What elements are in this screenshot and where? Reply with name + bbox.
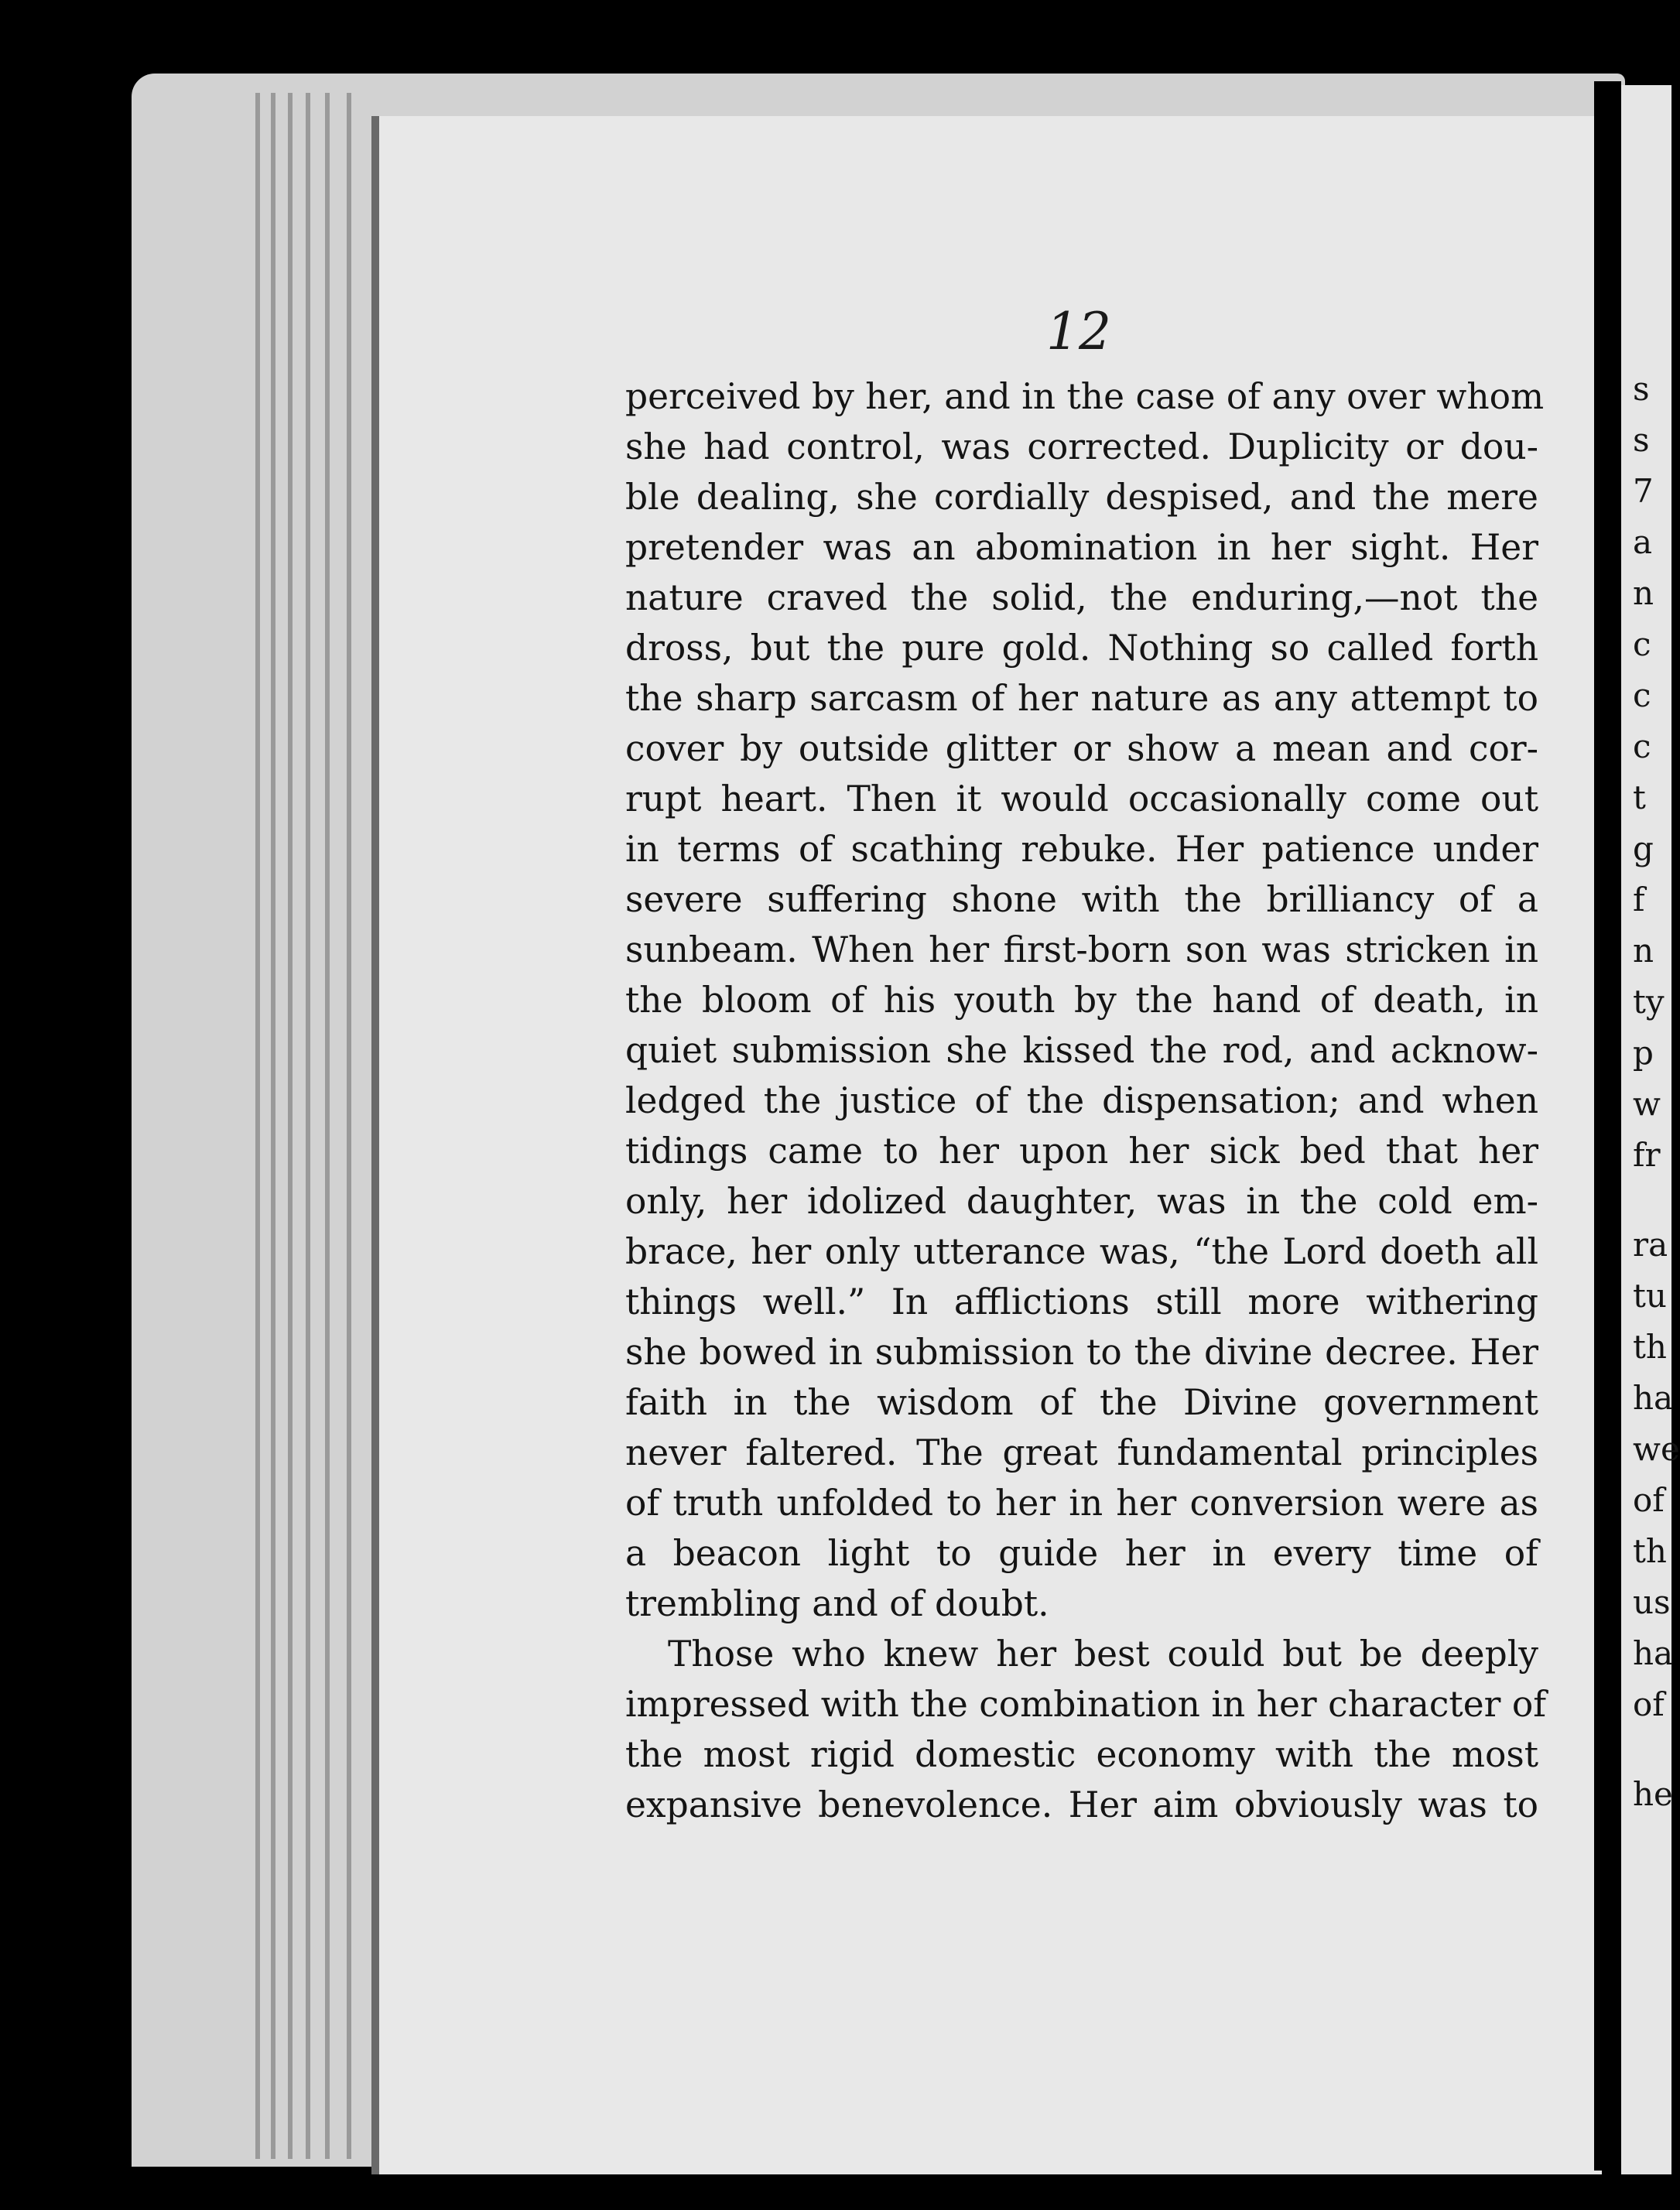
facing-page-text-fragments bbox=[1633, 364, 1680, 1820]
facing-page-fragment: 7 bbox=[1633, 472, 1654, 510]
facing-page-fragment: th bbox=[1633, 1532, 1667, 1570]
facing-page-fragment: ha bbox=[1633, 1379, 1674, 1417]
facing-page-fragment: w bbox=[1633, 1085, 1661, 1123]
text-line: faith in the wisdom of the Divine government bbox=[625, 1382, 1538, 1423]
text-line: sunbeam. When her first-born son was stricken in bbox=[625, 929, 1538, 970]
text-line: of truth unfolded to her in her conversion were as bbox=[625, 1483, 1538, 1524]
text-line: pretender was an abomination in her sight. Her bbox=[625, 527, 1538, 568]
facing-page-fragment: tu bbox=[1633, 1277, 1667, 1315]
text-line: she bowed in submission to the divine decree. Her bbox=[625, 1332, 1538, 1373]
page-number: 12 bbox=[1046, 302, 1111, 361]
facing-page-fragment: g bbox=[1633, 830, 1654, 867]
page-stack-edge bbox=[325, 93, 330, 2159]
text-line: in terms of scathing rebuke. Her patience under bbox=[625, 829, 1538, 870]
facing-page-fragment: c bbox=[1633, 676, 1651, 714]
text-line: the bloom of his youth by the hand of death, in bbox=[625, 980, 1538, 1021]
text-line: brace, her only utterance was, “the Lord doeth all bbox=[625, 1231, 1538, 1272]
text-line: never faltered. The great fundamental principles bbox=[625, 1432, 1538, 1473]
facing-page-fragment: us bbox=[1633, 1583, 1671, 1621]
facing-page-fragment: ra bbox=[1633, 1226, 1668, 1264]
facing-page-fragment: f bbox=[1633, 881, 1645, 919]
page-stack-edge bbox=[255, 93, 260, 2159]
text-line: the sharp sarcasm of her nature as any attempt to bbox=[625, 678, 1538, 719]
text-line: things well.” In afflictions still more withering bbox=[625, 1281, 1538, 1322]
text-line: cover by outside glitter or show a mean and cor- bbox=[625, 728, 1538, 769]
text-line: expansive benevolence. Her aim obviously was to bbox=[625, 1784, 1538, 1825]
facing-page-fragment: ty bbox=[1633, 983, 1665, 1021]
text-line: dross, but the pure gold. Nothing so called forth bbox=[625, 628, 1538, 669]
text-line: she had control, was corrected. Duplicity or dou- bbox=[625, 426, 1538, 467]
text-line: tidings came to her upon her sick bed that her bbox=[625, 1131, 1538, 1172]
facing-page-fragment: of bbox=[1633, 1481, 1665, 1519]
text-line: only, her idolized daughter, was in the cold em- bbox=[625, 1181, 1538, 1222]
facing-page-fragment: s bbox=[1633, 370, 1650, 408]
text-line: ledged the justice of the dispensation; and when bbox=[625, 1080, 1538, 1121]
text-line: impressed with the combination in her character of bbox=[625, 1684, 1547, 1725]
text-line: Those who knew her best could but be deeply bbox=[668, 1634, 1538, 1675]
facing-page-fragment: c bbox=[1633, 625, 1651, 663]
body-text bbox=[625, 371, 1547, 1830]
page-stack-edge bbox=[347, 93, 351, 2159]
text-line: perceived by her, and in the case of any over whom bbox=[625, 376, 1545, 417]
text-line: the most rigid domestic economy with the most bbox=[625, 1734, 1538, 1775]
facing-page-fragment: t bbox=[1633, 778, 1646, 816]
facing-page-fragment: th bbox=[1633, 1328, 1667, 1366]
page-stack-edge bbox=[271, 93, 275, 2159]
facing-page-fragment: ha bbox=[1633, 1634, 1674, 1672]
facing-page-fragment: we bbox=[1633, 1430, 1680, 1468]
facing-page-fragment: of bbox=[1633, 1685, 1665, 1723]
text-line: severe suffering shone with the brilliancy of a bbox=[625, 879, 1538, 920]
facing-page-fragment: fr bbox=[1633, 1136, 1661, 1174]
text-line: rupt heart. Then it would occasionally come out bbox=[625, 778, 1538, 819]
facing-page-fragment: n bbox=[1633, 574, 1654, 612]
gutter-shadow bbox=[1594, 81, 1621, 2171]
text-line: ble dealing, she cordially despised, and the mere bbox=[625, 477, 1538, 518]
text-line: trembling and of doubt. bbox=[625, 1583, 1049, 1624]
text-line: quiet submission she kissed the rod, and acknow- bbox=[625, 1030, 1538, 1071]
page-stack-edge bbox=[288, 93, 293, 2159]
facing-page-fragment: n bbox=[1633, 932, 1654, 970]
facing-page-fragment: a bbox=[1633, 523, 1653, 561]
facing-page-fragment: he bbox=[1633, 1775, 1673, 1813]
facing-page-fragment: c bbox=[1633, 727, 1651, 765]
text-line: nature craved the solid, the enduring,—not the bbox=[625, 577, 1538, 618]
page-stack-edge bbox=[306, 93, 310, 2159]
text-line: a beacon light to guide her in every time of bbox=[625, 1533, 1538, 1574]
facing-page-fragment: s bbox=[1633, 421, 1650, 459]
facing-page-fragment: p bbox=[1633, 1034, 1654, 1072]
